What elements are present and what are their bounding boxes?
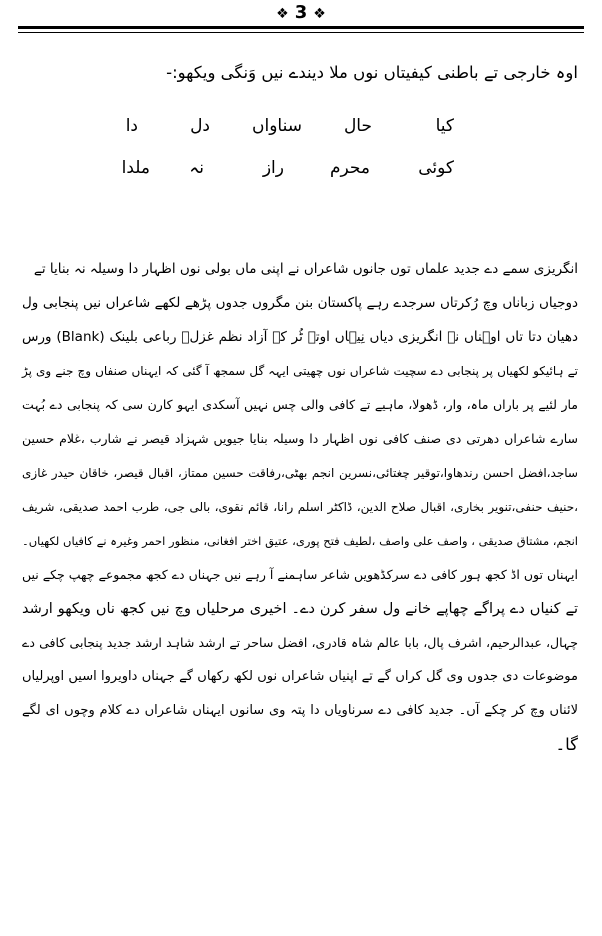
poem-block [0, 0, 602, 200]
poem-word: دل [190, 116, 210, 136]
poem-word: سناواں [252, 116, 302, 136]
paragraph-line: سارے شاعراں دھرتی دی صنف کافی نوں اظہار دا وسیلہ بنایا جیویں شہزاد قیصر نے شارب ،غلام حسین [22, 431, 578, 446]
paragraph-line: انگریزی سمے دے جدید علماں توں جانوں شاعراں نے اپنی ماں بولی نوں اظہار دا وسیلہ نہ بنایا تے [33, 261, 578, 277]
paragraph-line: دوجیاں زباناں وچ رُکرتاں سرجدے رہے پاکستان بنن مگروں جدوں پڑھے لکھے شاعراں نیں پنجابی ول [22, 295, 578, 311]
paragraph-line: لائناں وچ کر چکے آں۔ جدید کافی دے سرناویاں دا پتہ وی سانوں ایہناں شاعراں دے کلام وچوں ای لگے [22, 703, 578, 718]
paragraph-line: ،حنیف حنفی،تنویر بخاری، اقبال صلاح الدین، ڈاکٹر اسلم رانا، قائم نقوی، بالی جی، طرب احمد صدیقی، شریف [22, 500, 578, 514]
poem-word: حال [343, 116, 372, 136]
paragraph-line: ایہناں توں اڈ کجھ ہور کافی دے سرکڈھویں شاعر ساہمنے آ رہے نیں جہناں دے کجھ مجموعے چھپ چکے نیں [22, 567, 578, 582]
right-ornament-icon: ❖ [313, 6, 326, 22]
intro-line: اوہ خارجی تے باطنی کیفیتاں نوں ملا دیندے نیں وَنگی ویکھو:- [166, 63, 578, 82]
paragraph-line: تے ہائیکو لکھیاں پر پنجابی دے سچیت شاعراں نوں چھیتی ایہہ گل سمجھ آ گئی کہ ایہناں صنفاں وچ جنے وی پڑ [22, 364, 578, 378]
poem-word: راز [262, 158, 284, 178]
page-number: 3 [294, 2, 308, 23]
poem-word: کوئی [418, 158, 454, 178]
paragraph-line: گا۔ [555, 735, 578, 754]
paragraph-line: تے کنیاں دے پراگے چھاپے خانے ول سفر کرن دے۔ اخیری مرحلیاں وچ نیں کجھ ناں ویکھو ارشد [22, 601, 578, 617]
paragraph-line: ساجد،افضل احسن رندھاوا،توقیر چغتائی،نسرین انجم بھٹی،رفاقت حسین ممتاز، اقبال قیصر، خاقان حیدر غازی [22, 466, 578, 480]
poem-word: دا [125, 116, 138, 136]
poem-word: ملدا [121, 158, 150, 178]
poem-word: کیا [435, 116, 454, 136]
paragraph-line: مار لئیے پر باراں ماہ، وار، ڈھولا، ماہیے تے کافی والی چس نہیں آسکدی ایہو کارن سی کہ پنجابی دے بُہت [22, 397, 578, 412]
left-ornament-icon: ❖ [276, 6, 289, 22]
paragraph-line: انجم، مشتاق صدیقی ، واصف علی واصف ،لطیف فتح پوری، عتیق اختر افغانی، منظور احمر وغیرہ نے کافیاں لکھیاں۔ [22, 534, 578, 548]
paragraph-line: موضوعات دی جدوں وی گل کراں گے تے اپنیاں شاعراں نوں لکھ رکھاں گے جہناں داویروا اسیں اوپرلیاں [22, 669, 578, 684]
poem-word: محرم [330, 158, 370, 178]
poem-word: نہ [189, 158, 204, 178]
paragraph-line: دھیان دتا تاں اوہناں نے انگریزی دیاں نِیہاں اوتے ٹُر کے آزاد نظم غزلؔ رباعی بلینک (Blank) ورس [22, 329, 578, 345]
paragraph-line: چہال، عبدالرحیم، اشرف پال، بابا عالم شاہ قادری، افضل ساحر تے ارشد شاہد ارشد جدید پنجابی کافی دے [22, 635, 578, 650]
